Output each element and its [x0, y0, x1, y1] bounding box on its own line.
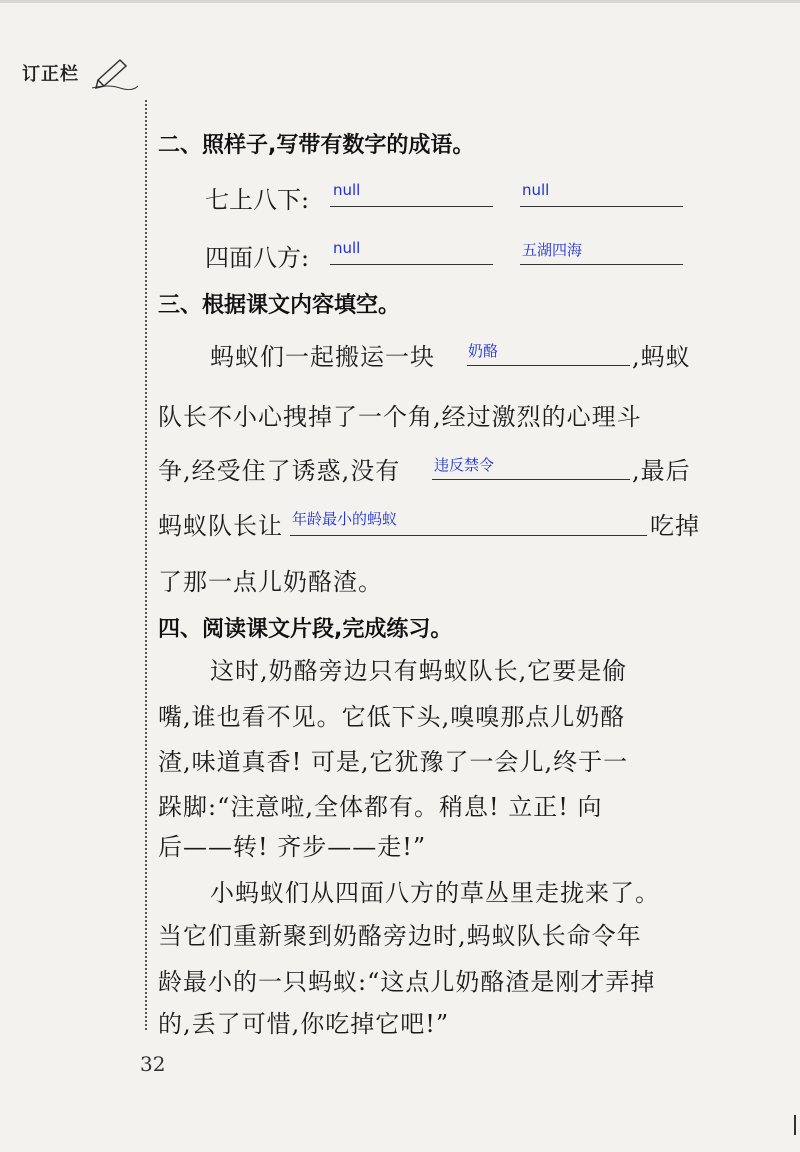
idiom-label: 四面八方: — [205, 244, 310, 272]
answer-line[interactable] — [432, 479, 630, 480]
fill-text: 蚂蚁们一起搬运一块 — [210, 343, 435, 371]
correction-column-header: 订正栏 — [22, 64, 79, 85]
answer-line[interactable] — [330, 264, 493, 265]
fill-text: 了那一点儿奶酪渣。 — [158, 568, 383, 596]
passage-line: 当它们重新聚到奶酪旁边时,蚂蚁队长命令年 — [158, 922, 642, 950]
answer-text: 年龄最小的蚂蚁 — [292, 510, 398, 528]
fill-text: 吃掉 — [650, 512, 700, 540]
fill-text: 蚂蚁队长让 — [158, 512, 283, 540]
page-edge-mark — [794, 1115, 796, 1135]
section-2-heading: 二、照样子,写带有数字的成语。 — [158, 133, 475, 158]
answer-line[interactable] — [290, 535, 647, 536]
fill-text: 争,经受住了诱惑,没有 — [158, 457, 401, 485]
section-4-heading: 四、阅读课文片段,完成练习。 — [158, 617, 453, 642]
answer-line[interactable] — [467, 365, 630, 366]
passage-line: 渣,味道真香! 可是,它犹豫了一会儿,终于一 — [158, 748, 629, 776]
page-top-edge — [0, 0, 800, 3]
pencil-icon — [90, 50, 140, 90]
answer-text: 奶酪 — [468, 342, 499, 360]
fill-text: ,蚂蚁 — [632, 343, 691, 371]
passage-line: 跺脚:“注意啦,全体都有。稍息! 立正! 向 — [158, 793, 603, 821]
answer-text: 违反禁令 — [434, 456, 495, 474]
passage-line: 嘴,谁也看不见。它低下头,嗅嗅那点儿奶酪 — [158, 703, 626, 731]
fill-text: ,最后 — [632, 457, 691, 485]
passage-line: 后——转! 齐步——走!” — [158, 833, 427, 861]
answer-line[interactable] — [330, 206, 493, 207]
section-3-heading: 三、根据课文内容填空。 — [158, 293, 401, 318]
answer-text: null — [522, 181, 550, 199]
margin-divider — [145, 100, 147, 1030]
answer-line[interactable] — [520, 264, 683, 265]
answer-line[interactable] — [520, 206, 683, 207]
answer-text: null — [333, 181, 361, 199]
page-number: 32 — [140, 1052, 166, 1076]
answer-text: 五湖四海 — [522, 241, 583, 259]
fill-text: 队长不小心拽掉了一个角,经过激烈的心理斗 — [158, 403, 642, 431]
passage-line: 龄最小的一只蚂蚁:“这点儿奶酪渣是刚才弄掉 — [158, 968, 656, 996]
passage-line: 的,丢了可惜,你吃掉它吧!” — [158, 1010, 450, 1038]
idiom-label: 七上八下: — [205, 186, 310, 214]
passage-line: 小蚂蚁们从四面八方的草丛里走拢来了。 — [210, 879, 660, 907]
answer-text: null — [333, 239, 361, 257]
passage-line: 这时,奶酪旁边只有蚂蚁队长,它要是偷 — [210, 657, 628, 685]
